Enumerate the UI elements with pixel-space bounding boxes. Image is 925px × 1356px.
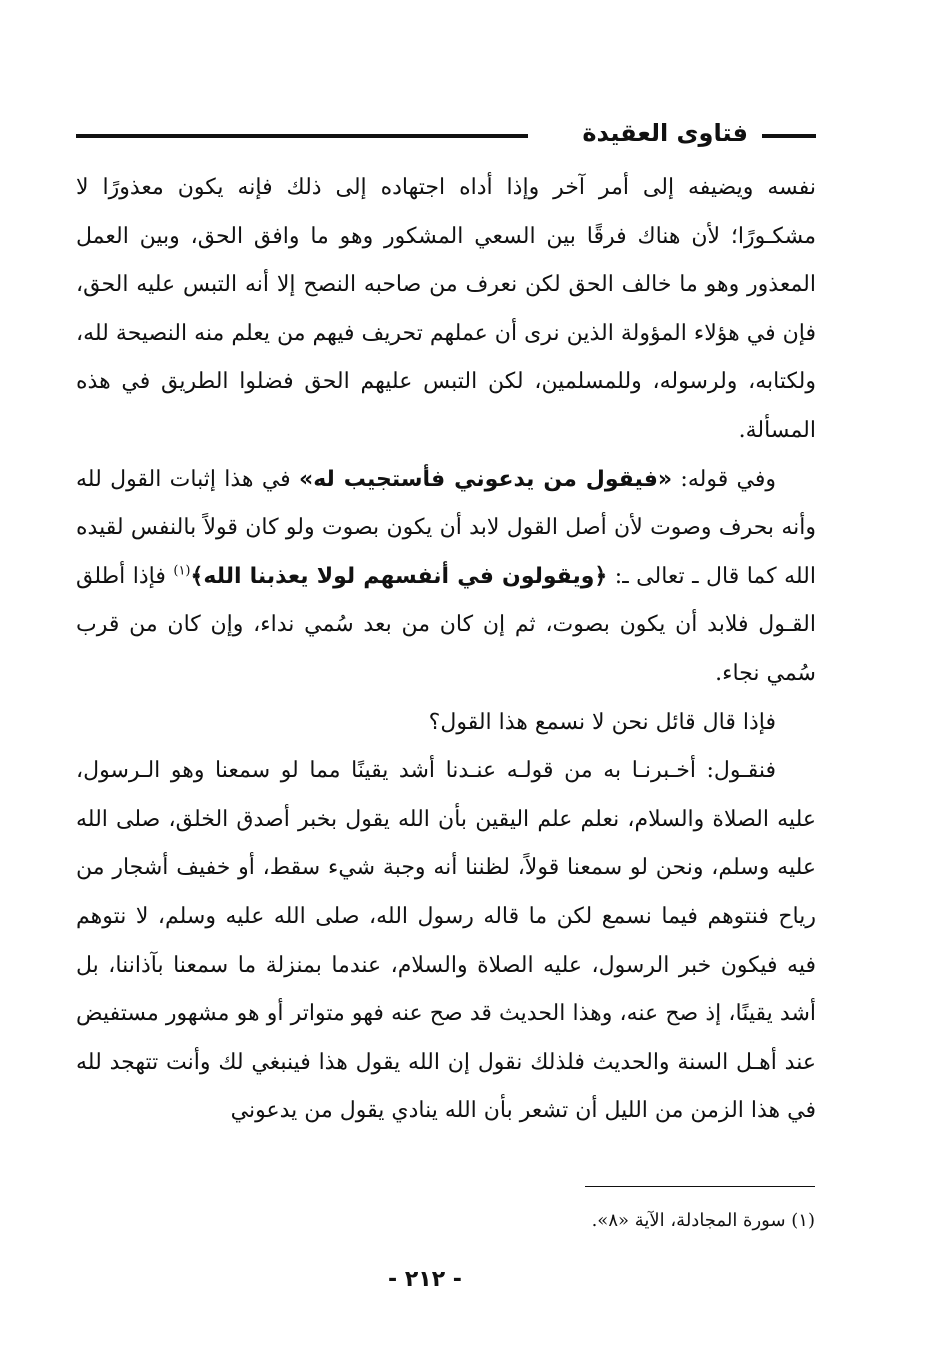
header-title: فتاوى العقيدة bbox=[582, 119, 748, 147]
paragraph-2-intro: وفي قوله: bbox=[672, 466, 776, 492]
paragraph-4: فنقـول: أخـبرنـا به من قولـه عنـدنا أشد يقينًا مما لو سمعنا وهو الـرسول، عليه الصلاة والسلام، نعلم علم اليقين بأن الله يقول بخبر أصدق الخلق، صلى الله عليه وسلم، ونحن لو سمعنا قولاً، لظننا أنه وجبة شيء سقط، أو خفيف أشجار من رياح فنتوهم فيما نسمع لكن ما قاله رسول الله، صلى الله عليه وسلم، لا نتوهم فيه فيكون خبر الرسول، عليه الصلاة والسلام، عندما بمنزلة ما سمعنا بآذاننا، بل أشد يقينًا، إذ صح عنه، وهذا الحديث قد صح عنه فهو متواتر أو هو مشهور مستفيض عند أهـل السنة والحديث فلذلك نقول إن الله يقول هذا فينبغي لك وأنت تتهجد لله في هذا الزمن من الليل أن تشعر بأن الله ينادي يقول من يدعوني bbox=[76, 758, 816, 1124]
page-number: - ٢١٢ - bbox=[388, 1267, 462, 1292]
hadith-quote: «فيقول من يدعوني فأستجيب له» bbox=[298, 466, 673, 492]
quran-verse: ﴿ويقولون في أنفسهم لولا يعذبنا الله﴾ bbox=[190, 563, 608, 589]
footnote-divider bbox=[585, 1186, 815, 1187]
header-rule-long bbox=[76, 134, 528, 138]
body-text bbox=[76, 164, 816, 1136]
header-rule-short bbox=[762, 134, 816, 138]
paragraph-2 bbox=[76, 456, 816, 699]
footnote-reference: (١) bbox=[173, 563, 191, 579]
paragraph-1: نفسه ويضيفه إلى أمر آخر وإذا أداه اجتهاده إلى ذلك فإنه يكون معذورًا لا مشكـورًا؛ لأن هناك فرقًا بين السعي المشكور وهو ما وافق الحق، وبين العمل المعذور وهو ما خالف الحق لكن نعرف من صاحبه النصح إلا أنه التبس عليه الحق، فإن في هؤلاء المؤولة الذين نرى أن عملهم تحريف فيهم من يعلم منه النصيحة لله، ولكتابه، ولرسوله، وللمسلمين، لكن التبس عليهم الحق فضلوا الطريق في هذه المسألة. bbox=[76, 175, 816, 443]
running-header bbox=[76, 112, 816, 156]
paragraph-2-end: فإذا أطلق القـول فلابد أن يكون بصوت، ثم إن كان من بعد سُمي نداء، وإن كان من قرب سُمي نجاء. bbox=[76, 563, 816, 686]
paragraph-3: فإذا قال قائل نحن لا نسمع هذا القول؟ bbox=[428, 709, 776, 735]
footnote: (١) سورة المجادلة، الآية «٨». bbox=[591, 1210, 815, 1231]
paragraph-2-middle: في هذا إثبات القول لله وأنه بحرف وصوت لأن أصل القول لابد أن يكون بصوت ولو كان قولاً بالنفس لقيده الله كما قال ـ تعالى ـ: bbox=[76, 466, 816, 589]
